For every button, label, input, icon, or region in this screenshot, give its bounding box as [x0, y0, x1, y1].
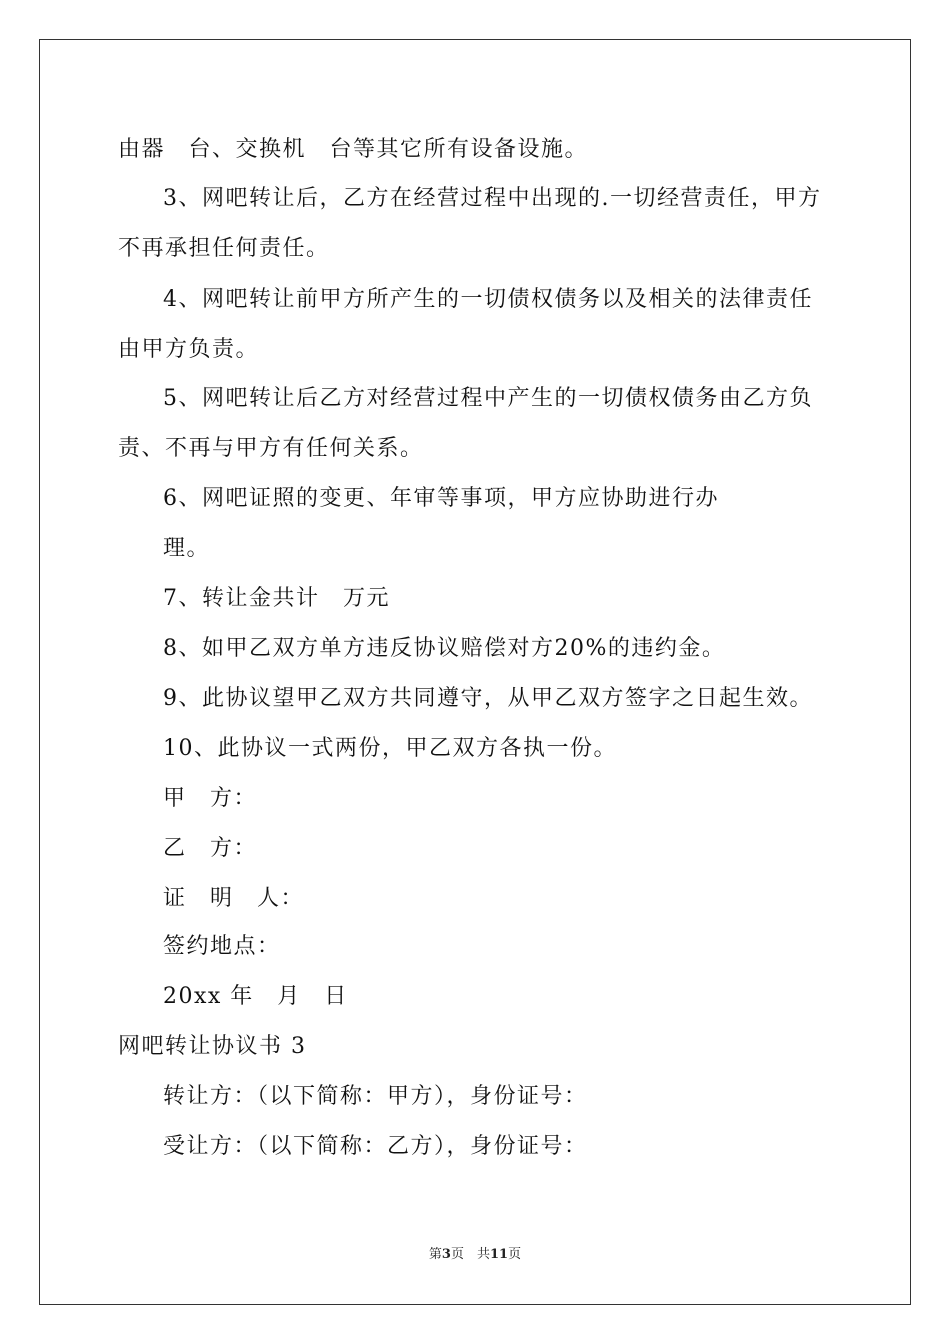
footer-prefix: 第 — [428, 1247, 442, 1262]
text-line: 责、不再与甲方有任何关系。 — [118, 436, 424, 461]
text-line: 5、网吧转让后乙方对经营过程中产生的一切债权债务由乙方负 — [163, 386, 813, 411]
text-line: 3、网吧转让后，乙方在经营过程中出现的.一切经营责任，甲方 — [163, 186, 822, 211]
footer-suffix: 页 — [508, 1247, 522, 1262]
text-line: 转让方：（以下简称：甲方），身份证号： — [163, 1084, 588, 1109]
text-line: 4、网吧转让前甲方所产生的一切债权债务以及相关的法律责任 — [163, 287, 813, 312]
signing-location: 签约地点： — [163, 934, 281, 959]
footer-middle: 页 共 — [450, 1247, 490, 1262]
text-line: 9、此协议望甲乙双方共同遵守，从甲乙双方签字之日起生效。 — [163, 686, 813, 711]
page-border — [39, 39, 911, 1305]
signing-date: 20xx 年 月 日 — [163, 984, 348, 1009]
footer-page-number: 3 — [441, 1247, 451, 1262]
text-line: 理。 — [163, 536, 211, 561]
section-heading: 网吧转让协议书 3 — [118, 1034, 307, 1059]
text-line: 由甲方负责。 — [118, 337, 260, 362]
text-line: 8、如甲乙双方单方违反协议赔偿对方20%的违约金。 — [163, 636, 726, 661]
footer-total-pages: 11 — [489, 1247, 509, 1262]
text-line: 7、转让金共计 万元 — [163, 586, 390, 611]
signature-party-b: 乙 方： — [163, 836, 258, 861]
text-line: 6、网吧证照的变更、年审等事项，甲方应协助进行办 — [163, 486, 719, 511]
text-line: 不再承担任何责任。 — [118, 236, 330, 261]
page-footer — [0, 1246, 950, 1264]
signature-witness: 证 明 人： — [163, 886, 305, 911]
text-line: 由器 台、交换机 台等其它所有设备设施。 — [118, 137, 589, 162]
text-line: 受让方：（以下简称：乙方），身份证号： — [163, 1134, 588, 1159]
signature-party-a: 甲 方： — [163, 786, 258, 811]
text-line: 10、此协议一式两份，甲乙双方各执一份。 — [163, 736, 617, 761]
